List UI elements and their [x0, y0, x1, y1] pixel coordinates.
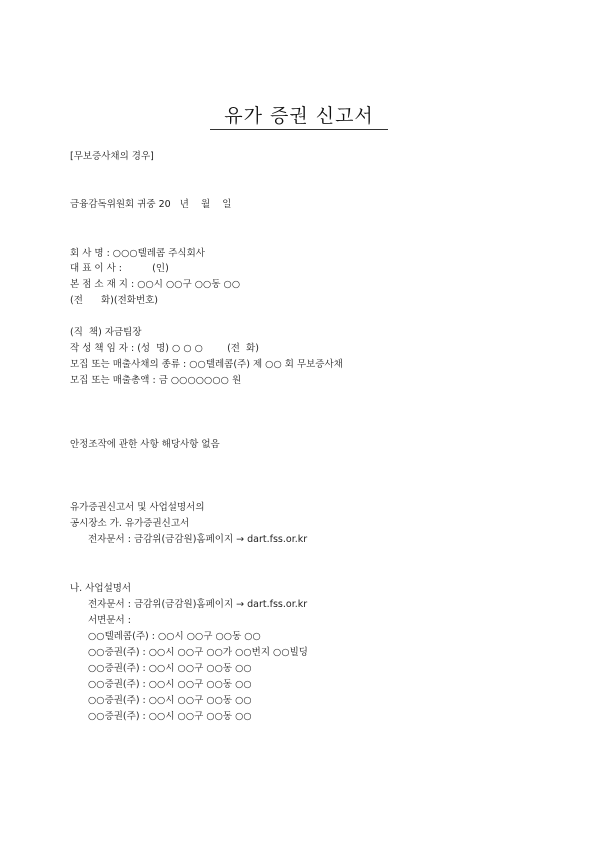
company-phone-line: (전 화)(전화번호)	[70, 295, 159, 306]
bond-type-note: [무보증사채의 경우]	[70, 151, 154, 162]
company-name-line: 회 사 명 : ○○○텔레콤 주식회사	[70, 248, 205, 259]
section-b-heading: 나. 사업설명서	[70, 583, 132, 594]
paper-location-item: ○○증권(주) : ○○시 ○○구 ○○동 ○○	[88, 663, 252, 674]
paper-location-item: ○○증권(주) : ○○시 ○○구 ○○동 ○○	[88, 695, 252, 706]
paper-location-item: ○○텔레콤(주) : ○○시 ○○구 ○○동 ○○	[88, 631, 261, 642]
addressee-line: 금융감독위원회 귀중 20 년 월 일	[70, 199, 232, 210]
headquarters-line: 본 점 소 재 지 : ○○시 ○○구 ○○동 ○○	[70, 279, 241, 290]
ceo-line: 대 표 이 사 : (인)	[70, 263, 169, 274]
paper-location-item: ○○증권(주) : ○○시 ○○구 ○○동 ○○	[88, 711, 252, 722]
title-underline	[210, 129, 388, 130]
availability-heading-1: 유가증권신고서 및 사업설명서의	[70, 502, 205, 513]
availability-heading-2: 공시장소 가. 유가증권신고서	[70, 518, 190, 529]
paper-doc-heading: 서면문서 :	[88, 615, 131, 626]
electronic-doc-line-a: 전자문서 : 금감위(금감원)홈페이지 → dart.fss.or.kr	[88, 534, 308, 545]
preparer-position-line: (직 책) 자금팀장	[70, 327, 142, 338]
document-title: 유가 증권 신고서	[224, 105, 374, 127]
preparer-author-line: 작 성 책 임 자 : (성 명) ○ ○ ○ (전 화)	[70, 343, 259, 354]
paper-location-item: ○○증권(주) : ○○시 ○○구 ○○가 ○○번지 ○○빌딩	[88, 647, 308, 658]
offering-amount-line: 모집 또는 매출총액 : 금 ○○○○○○○ 원	[70, 375, 242, 386]
stabilization-note: 안정조작에 관한 사항 해당사항 없음	[70, 439, 220, 450]
electronic-doc-line-b: 전자문서 : 금감위(금감원)홈페이지 → dart.fss.or.kr	[88, 599, 308, 610]
paper-location-item: ○○증권(주) : ○○시 ○○구 ○○동 ○○	[88, 679, 252, 690]
document-title-block	[210, 104, 388, 128]
offering-type-line: 모집 또는 매출사채의 종류 : ○○텔레콤(주) 제 ○○ 회 무보증사채	[70, 359, 343, 370]
